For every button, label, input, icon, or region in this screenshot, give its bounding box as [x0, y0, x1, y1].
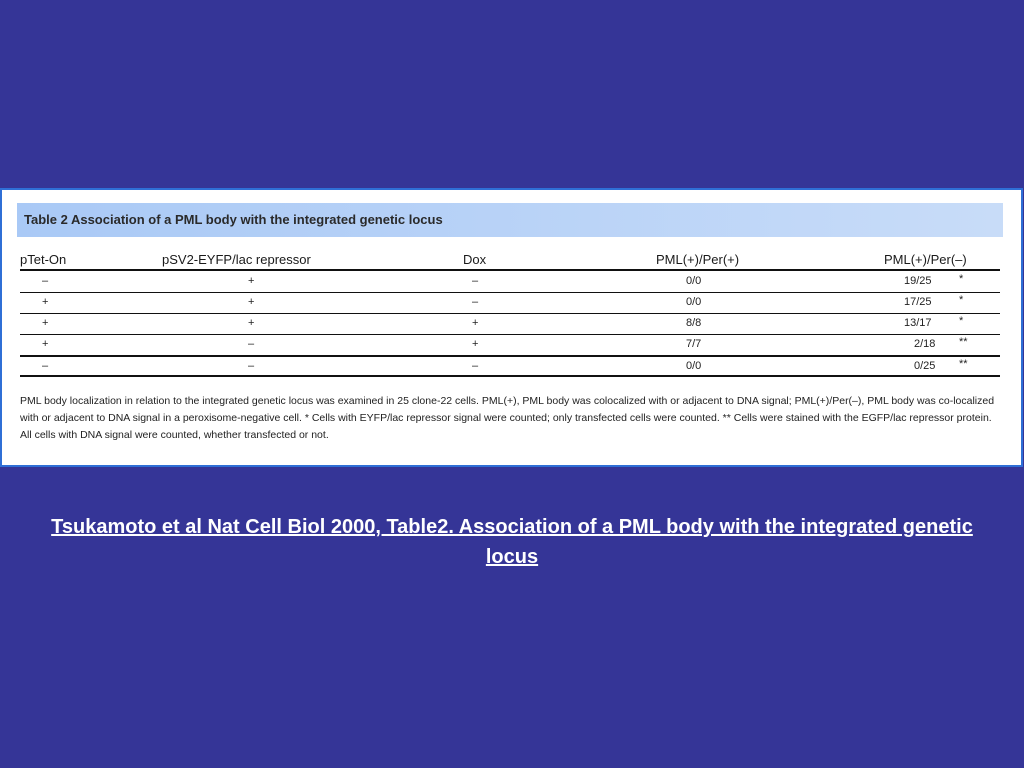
table-header-row — [20, 252, 1000, 270]
table-row — [20, 314, 1000, 335]
cell-pml-per-plus: 0/0 — [686, 275, 702, 287]
cell-ptet: – — [42, 360, 49, 372]
cell-ptet: + — [42, 296, 49, 308]
cell-pml-per-plus: 0/0 — [686, 296, 702, 308]
table-bottom-rule — [20, 375, 1000, 377]
cell-pml-per-minus: 17/25 — [904, 296, 932, 308]
cell-mark: * — [959, 315, 964, 327]
table-row — [20, 335, 1000, 356]
cell-mark: ** — [959, 358, 968, 370]
table-image-panel — [0, 188, 1023, 467]
cell-psv2: – — [248, 338, 255, 350]
header-ptet-on: pTet-On — [20, 252, 67, 267]
table-row — [20, 272, 1000, 293]
cell-ptet: – — [42, 275, 49, 287]
cell-dox: + — [472, 317, 479, 329]
cell-dox: – — [472, 360, 479, 372]
header-pml-per-plus: PML(+)/Per(+) — [656, 252, 740, 267]
cell-pml-per-minus: 19/25 — [904, 275, 932, 287]
cell-mark: * — [959, 294, 964, 306]
cell-psv2: + — [248, 317, 255, 329]
cell-psv2: + — [248, 275, 255, 287]
cell-psv2: – — [248, 360, 255, 372]
cell-pml-per-plus: 7/7 — [686, 338, 702, 350]
cell-pml-per-minus: 0/25 — [914, 360, 936, 372]
cell-ptet: + — [42, 317, 49, 329]
table-title-bar — [17, 203, 1003, 237]
cell-ptet: + — [42, 338, 49, 350]
cell-dox: – — [472, 275, 479, 287]
header-psv2-eyfp: pSV2-EYFP/lac repressor — [162, 252, 311, 267]
table-title: Table 2 Association of a PML body with the integrated genetic locus — [24, 212, 443, 227]
header-dox: Dox — [463, 252, 487, 267]
cell-dox: – — [472, 296, 479, 308]
slide-caption: Tsukamoto et al Nat Cell Biol 2000, Table2. Association of a PML body with the integrated genetic locus — [51, 516, 973, 568]
cell-dox: + — [472, 338, 479, 350]
cell-pml-per-plus: 0/0 — [686, 360, 702, 372]
cell-pml-per-minus: 13/17 — [904, 317, 932, 329]
cell-pml-per-minus: 2/18 — [914, 338, 936, 350]
cell-psv2: + — [248, 296, 255, 308]
cell-pml-per-plus: 8/8 — [686, 317, 702, 329]
cell-mark: ** — [959, 336, 968, 348]
table-row — [20, 293, 1000, 314]
header-pml-per-minus: PML(+)/Per(–) — [884, 252, 967, 267]
table-footnote: PML body localization in relation to the integrated genetic locus was examined in 25 clone-22 cells. PML(+), PML body was colocalized with or adjacent to DNA signal; PML(+)/Per(–), PML body was co-localized with or adjacent to DNA signal in a peroxisome-negative cell. * Cells with EYFP/lac repressor signal were counted; only transfected cells were counted. ** Cells were stained with the EGFP/lac repressor protein. All cells with DNA signal were counted, whether transfected or not. — [20, 395, 995, 441]
cell-mark: * — [959, 273, 964, 285]
header-rule — [20, 269, 1000, 271]
